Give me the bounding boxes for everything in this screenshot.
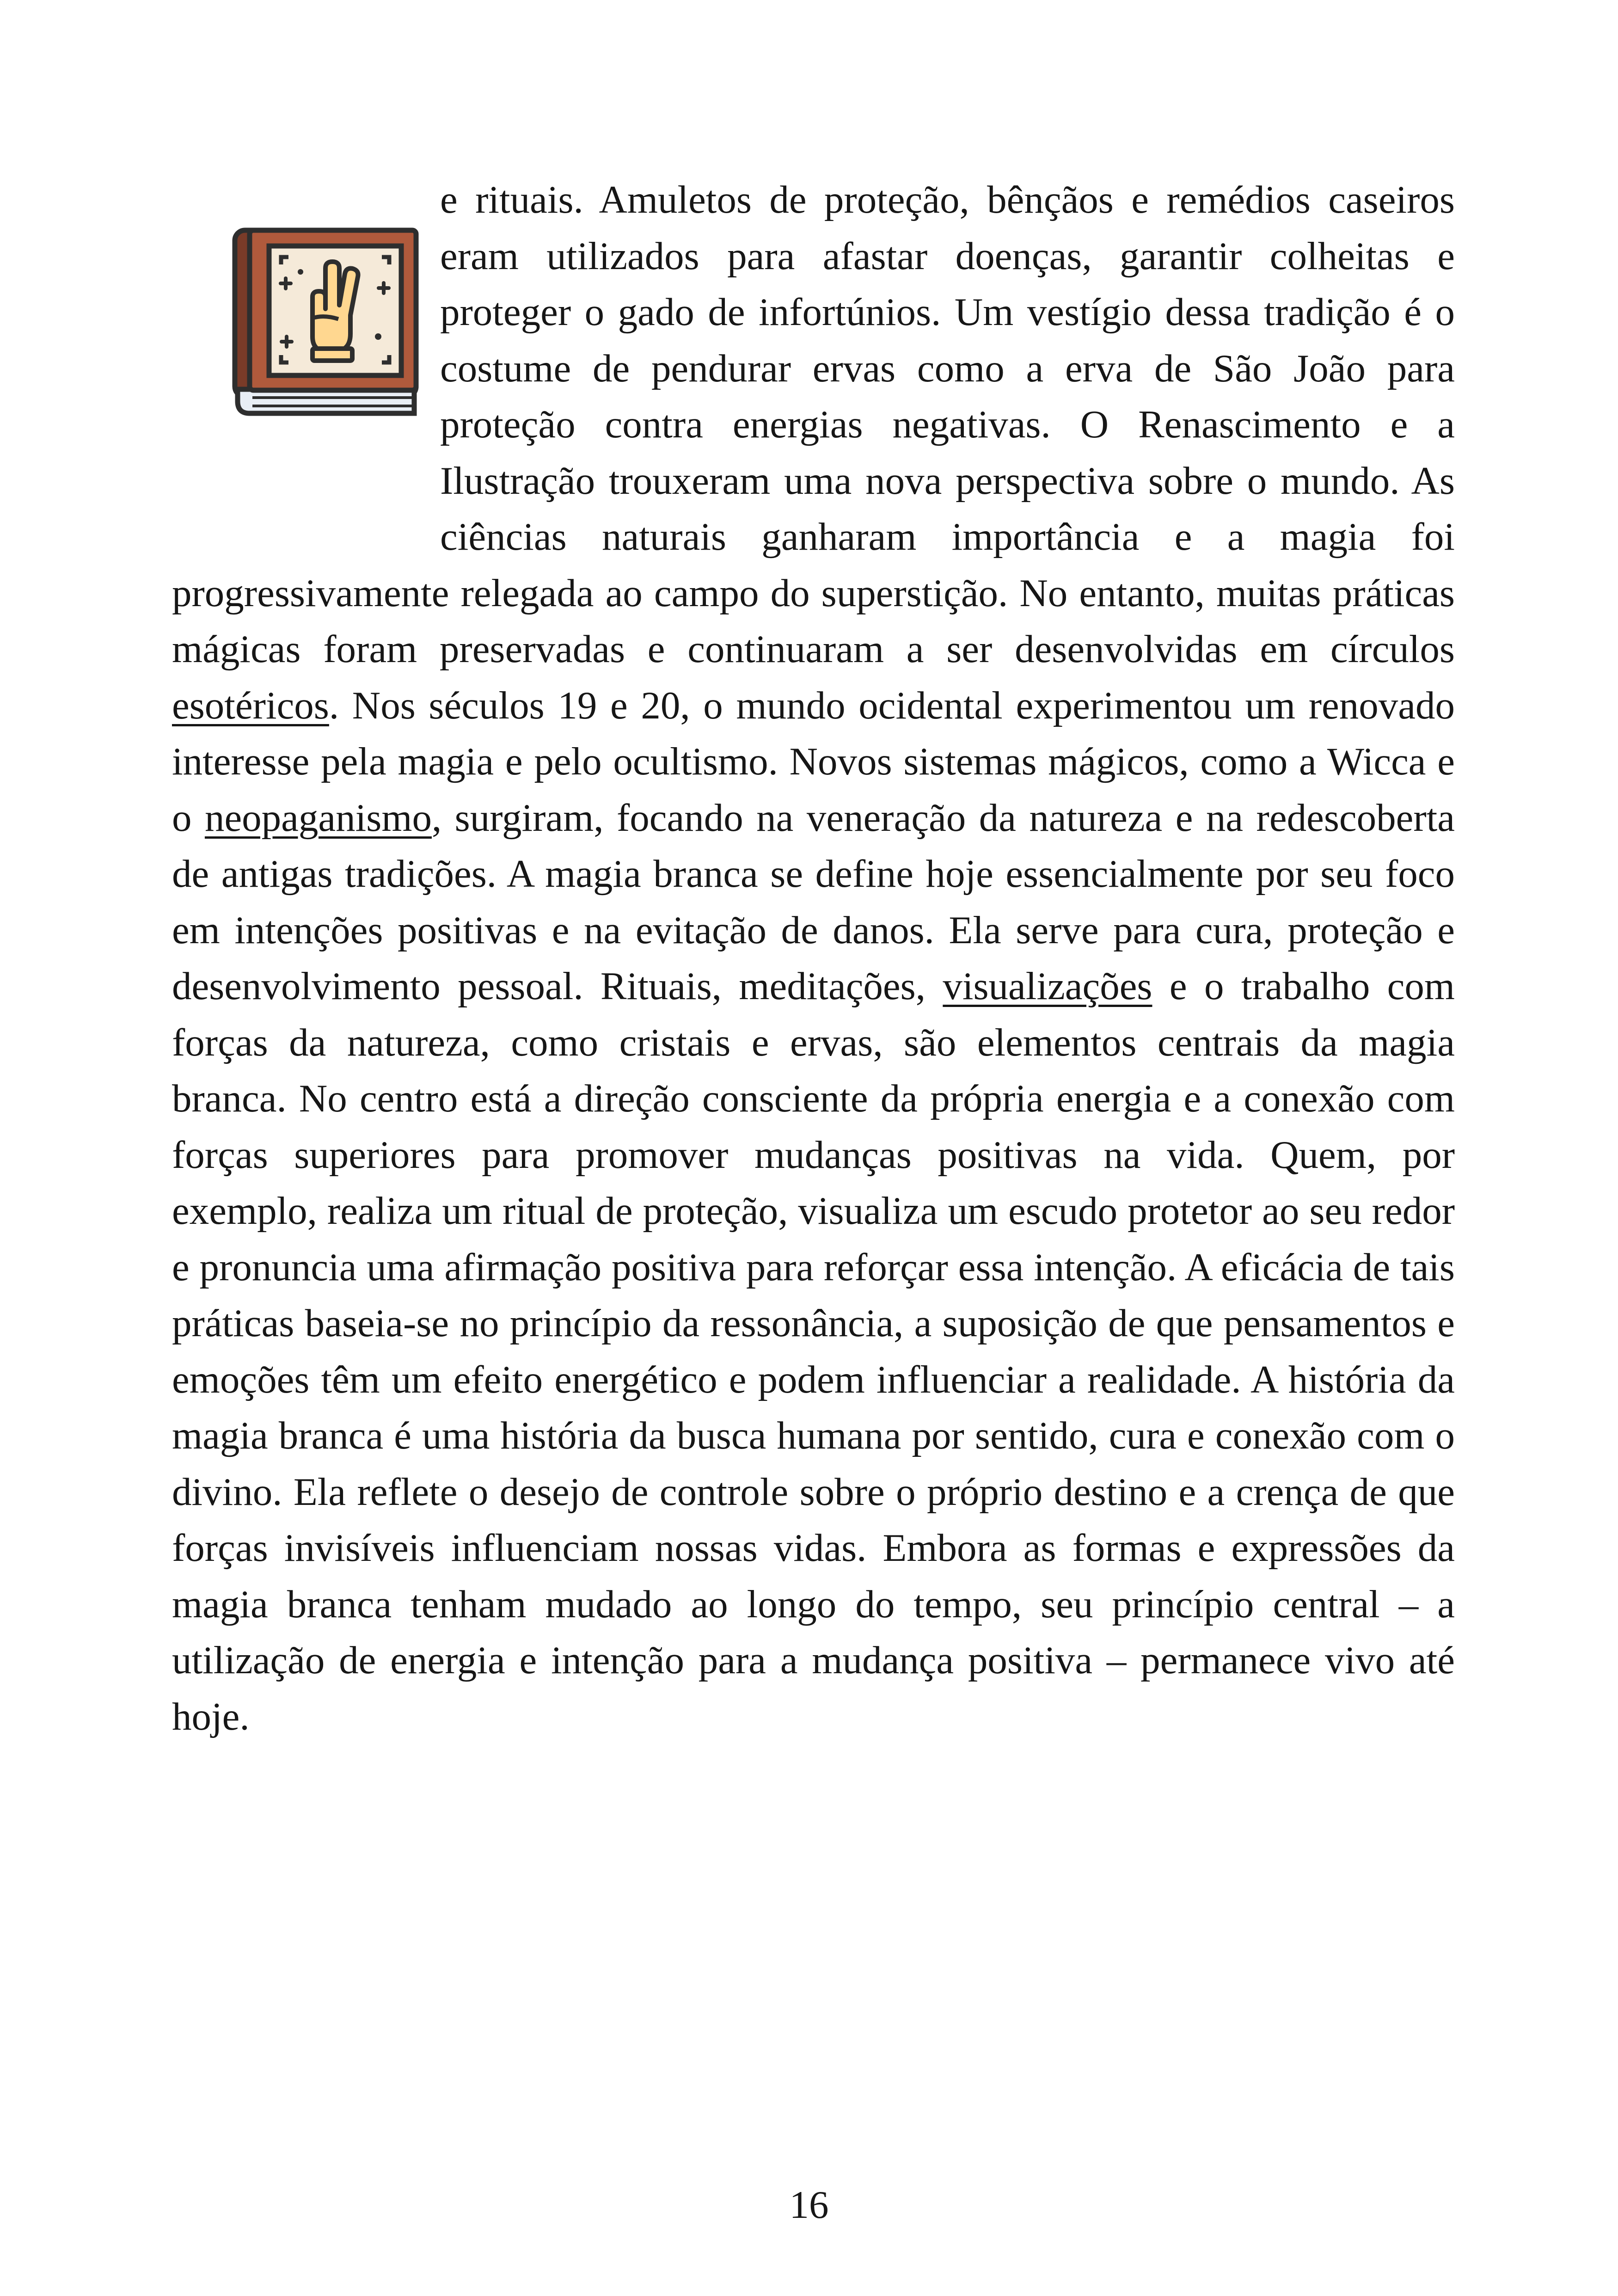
- body-text: [172, 172, 1455, 1745]
- page-number: 16: [789, 2183, 829, 2227]
- book-illustration: [163, 227, 440, 564]
- paragraph-part: . Nos séculos 19 e 20, o mundo ocidental experimentou um renovado interesse pela magia e pelo ocultismo. Novos sistemas mágicos, como a Wicca e o: [172, 683, 1455, 840]
- link-visualizacoes[interactable]: visualizações: [943, 964, 1152, 1008]
- paragraph-part: e rituais. Amuletos de proteção, bênçãos e remédios caseiros eram utilizados para afastar doenças, garantir colheitas e proteger o gado de infortúnios. Um vestígio dessa tradição é o costume de pendurar ervas como a erva de São João para proteção contra energias negativas. O Renascimento e a Ilustração trouxeram uma nova perspectiva sobre o mundo. As ciências naturais ganharam importância e a magia foi progressivamente relegada ao campo do superstição. No entanto, muitas práticas mágicas foram preservadas e continuaram a ser desenvolvidas em círculos: [172, 178, 1455, 671]
- link-neopaganismo[interactable]: neopaganismo: [204, 796, 432, 840]
- spell-book-hand-icon: [231, 227, 421, 422]
- paragraph-part: , surgiram, focando na veneração da natureza e na redescoberta de antigas tradições. A magia branca se define hoje essencialmente por seu foco em intenções positivas e na evitação de danos. Ela serve para cura, proteção e desenvolvimento pessoal. Rituais, meditações,: [172, 796, 1455, 1008]
- paragraph-part: e o trabalho com forças da natureza, como cristais e ervas, são elementos centrais da magia branca. No centro está a direção consciente da própria energia e a conexão com forças superiores para promover mudanças positivas na vida. Quem, por exemplo, realiza um ritual de proteção, visualiza um escudo protetor ao seu redor e pronuncia uma afirmação positiva para reforçar essa intenção. A eficácia de tais práticas baseia-se no princípio da ressonância, a suposição de que pensamentos e emoções têm um efeito energético e podem influenciar a realidade. A história da magia branca é uma história da busca humana por sentido, cura e conexão com o divino. Ela reflete o desejo de controle sobre o próprio destino e a crença de que forças invisíveis influenciam nossas vidas. Embora as formas e expressões da magia branca tenham mudado ao longo do tempo, seu princípio central – a utilização de energia e intenção para a mudança positiva – permanece vivo até hoje.: [172, 964, 1455, 1738]
- link-esotericos[interactable]: esotéricos: [172, 683, 329, 727]
